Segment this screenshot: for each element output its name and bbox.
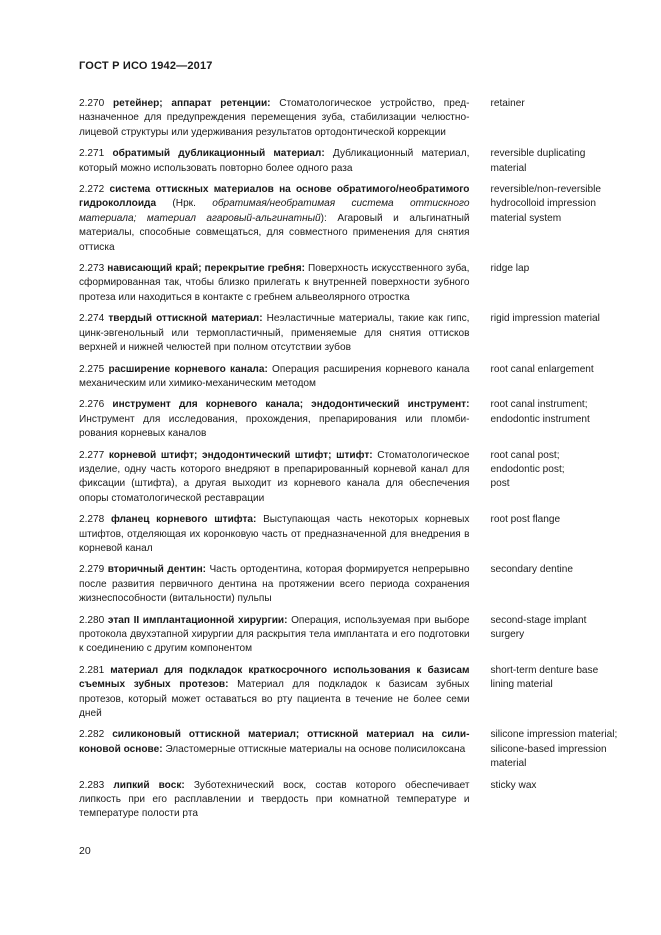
term-name: силиконовый оттискной материал; оттискной материал на силиконовой основе: bbox=[79, 729, 470, 755]
term-name: корневой штифт; эндодонтический штифт; штифт: bbox=[108, 449, 373, 461]
term-entry bbox=[79, 449, 619, 507]
term-number: 2.280 bbox=[79, 614, 105, 626]
english-equivalent bbox=[490, 614, 619, 657]
term-definition bbox=[79, 97, 469, 140]
definition-text: Поверхность искусственного зуба, сформированная так, чтобы близко прилегать к внутренней поверхности зубного протеза или находиться в контакте с гребнем альвеолярного отростка bbox=[79, 263, 470, 303]
term-entry bbox=[79, 97, 619, 140]
term-entry bbox=[79, 779, 619, 822]
term-entry bbox=[79, 513, 619, 556]
english-term: secondary dentine bbox=[490, 564, 573, 576]
definition-text-cont: ): Агаровый и альгинатный материалы, способные совмещаться, для совместного применения для снятия оттиска bbox=[79, 212, 470, 253]
term-number: 2.281 bbox=[79, 664, 105, 676]
english-term: root canal enlargement bbox=[490, 363, 594, 375]
term-name: материал для подкладок краткосрочного использования к базисам съемных зубных протезов: bbox=[79, 664, 470, 691]
term-definition bbox=[79, 363, 469, 392]
term-name: нависающий край; перекрытие гребня: bbox=[107, 263, 306, 275]
english-equivalent bbox=[490, 398, 619, 441]
english-equivalent bbox=[490, 728, 619, 771]
english-term: sticky wax bbox=[490, 779, 537, 791]
term-definition bbox=[79, 262, 469, 305]
term-name: система оттискных материалов на основе обратимого/необратимого гидроколлоида bbox=[79, 184, 470, 210]
term-name: этап II имплантационной хирургии: bbox=[107, 614, 288, 626]
term-definition bbox=[79, 449, 469, 507]
english-term: root post flange bbox=[490, 514, 561, 526]
english-equivalent bbox=[490, 183, 619, 255]
term-definition bbox=[79, 728, 469, 771]
english-equivalent bbox=[490, 262, 619, 305]
english-term: silicone impression material; bbox=[490, 729, 618, 741]
term-definition bbox=[79, 398, 469, 441]
deprecated-term: обратимая/необратимая система оттискного материала; материал агаровый-альгинатный bbox=[79, 198, 470, 224]
term-entry bbox=[79, 183, 619, 255]
english-term: post bbox=[490, 478, 510, 490]
term-entry bbox=[79, 398, 619, 441]
term-name: вторичный дентин: bbox=[107, 564, 207, 576]
term-definition bbox=[79, 614, 469, 657]
definition-text: Операция, используемая при выборе протокола двухэтапной хирургии для раскрытия тела имплантата и его подготовки к соединению с другим компонентом bbox=[79, 614, 470, 655]
english-term: silicone-based impression material bbox=[490, 743, 607, 770]
definition-text: Выступающая часть некоторых корневых штифтов, отделяющая их коронковую часть от предназначенной для внедрения в корневой канал bbox=[79, 514, 470, 554]
term-definition bbox=[79, 312, 469, 355]
term-definition bbox=[79, 563, 469, 606]
definition-text: Операция расширения корневого канала механическим или химико-механическим методом bbox=[79, 363, 470, 389]
definition-text: Эластомерные оттискные материалы на основе полисилоксана bbox=[162, 743, 466, 755]
english-term: ridge lap bbox=[490, 263, 530, 275]
english-equivalent bbox=[490, 363, 619, 392]
term-number: 2.282 bbox=[79, 729, 105, 741]
definition-text: Зуботехнический воск, состав которого обеспечивает липкость при его расплавлении и твердость при комнатной температуре и температуре полости рта bbox=[79, 779, 470, 820]
term-number: 2.277 bbox=[79, 449, 105, 461]
english-term: reversible/non-reversible hydrocolloid impression material system bbox=[490, 184, 602, 224]
english-term: endodontic instrument bbox=[490, 413, 590, 425]
term-name: расширение корневого канала: bbox=[108, 363, 268, 375]
english-equivalent bbox=[490, 513, 619, 556]
english-equivalent bbox=[490, 449, 619, 507]
english-equivalent bbox=[490, 312, 619, 355]
term-entry bbox=[79, 614, 619, 657]
english-equivalent bbox=[490, 97, 619, 140]
term-name: обратимый дубликационный материал: bbox=[112, 148, 325, 160]
term-entry bbox=[79, 363, 619, 392]
term-number: 2.271 bbox=[79, 148, 105, 160]
document-header: ГОСТ Р ИСО 1942—2017 bbox=[79, 60, 213, 72]
definition-text: Инструмент для исследования, прохождения, препарирования или пломбирования корневых каналов bbox=[79, 413, 470, 440]
term-number: 2.270 bbox=[79, 98, 105, 109]
term-entry bbox=[79, 664, 619, 722]
term-entry bbox=[79, 262, 619, 305]
term-entry bbox=[79, 563, 619, 606]
term-entry bbox=[79, 728, 619, 771]
term-number: 2.283 bbox=[79, 779, 105, 791]
term-definition bbox=[79, 147, 469, 176]
english-term: reversible duplicating material bbox=[490, 148, 586, 174]
definition-text: Дубликационный материал, который можно использовать повторно более одного раза bbox=[79, 148, 470, 174]
english-term: retainer bbox=[490, 98, 525, 109]
term-number: 2.279 bbox=[79, 564, 105, 576]
term-entry bbox=[79, 147, 619, 176]
terms-list bbox=[79, 97, 619, 829]
english-term: rigid impression material bbox=[490, 313, 600, 325]
term-number: 2.276 bbox=[79, 399, 105, 411]
definition-text: Неэластичные материалы, такие как гипс, цинк-эвгенольный или термопластичный, применяемые для снятия оттисков верхней и нижней челюстей при полном отсутствии зубов bbox=[79, 313, 470, 354]
term-definition bbox=[79, 513, 469, 556]
definition-text: Стоматологическое изделие, одну часть которого внедряют в препарированный корневой канал для фиксации (штифта), а другая выходит из корневого канала для обеспечения опоры стоматологической реставрации bbox=[79, 449, 470, 504]
term-number: 2.274 bbox=[79, 313, 105, 325]
english-equivalent bbox=[490, 664, 619, 722]
term-definition bbox=[79, 779, 469, 822]
term-number: 2.275 bbox=[79, 363, 105, 375]
definition-text: Материал для подкладок к базисам зубных протезов, который может оставаться во рту пациента в течение не более семи дней bbox=[79, 679, 470, 720]
definition-text: (Нрк. bbox=[156, 198, 213, 210]
term-entry bbox=[79, 312, 619, 355]
term-number: 2.278 bbox=[79, 514, 105, 526]
term-number: 2.272 bbox=[79, 184, 105, 196]
english-equivalent bbox=[490, 147, 619, 176]
english-equivalent bbox=[490, 563, 619, 606]
term-name: инструмент для корневого канала; эндодонтический инструмент: bbox=[112, 399, 470, 411]
page-number: 20 bbox=[79, 845, 91, 857]
term-name: твердый оттискной материал: bbox=[108, 313, 263, 325]
term-definition bbox=[79, 183, 469, 255]
term-name: ретейнер; аппарат ретенции: bbox=[113, 98, 271, 109]
definition-text: Стоматологическое устройство, предназначенное для предупреждения перемещения зуба, стабилизации челюстно-лицевой структуры или удерживания результатов ортодонтической коррекции bbox=[79, 98, 470, 138]
term-definition bbox=[79, 664, 469, 722]
english-term: root canal post; bbox=[490, 449, 560, 461]
term-name: фланец корневого штифта: bbox=[110, 514, 257, 526]
definition-text: Часть ортодентина, которая формируется непрерывно после развития первичного дентина на протяжении всего периода сохранения жизнеспособности (витальности) пульпы bbox=[79, 564, 470, 605]
term-name: липкий воск: bbox=[113, 779, 185, 791]
english-equivalent bbox=[490, 779, 619, 822]
english-term: root canal instrument; bbox=[490, 399, 588, 411]
english-term: second-stage implant surgery bbox=[490, 614, 587, 640]
term-number: 2.273 bbox=[79, 263, 105, 275]
english-term: short-term denture base lining material bbox=[490, 664, 599, 691]
english-term: endodontic post; bbox=[490, 463, 565, 475]
